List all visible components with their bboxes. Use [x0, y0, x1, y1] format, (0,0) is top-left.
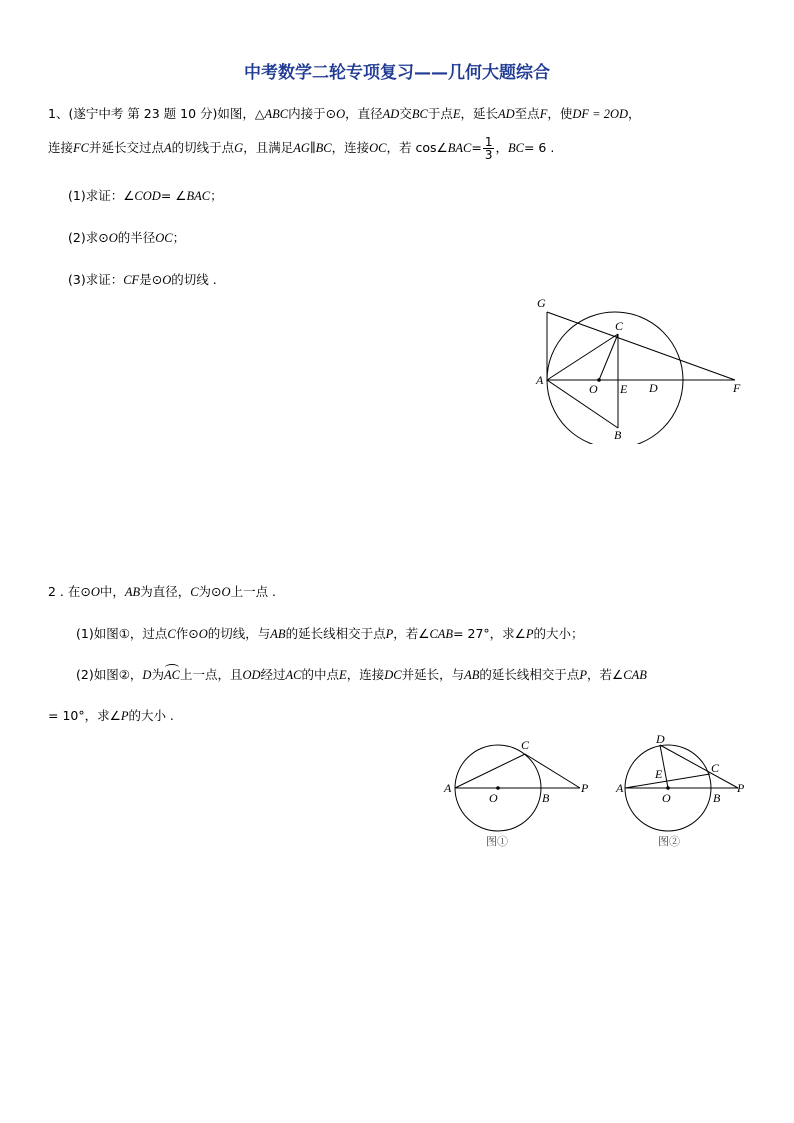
- line-ab: [547, 380, 618, 428]
- q1-text: 连接: [48, 140, 74, 155]
- center-dot: [496, 786, 500, 790]
- q2-math: P: [385, 627, 394, 641]
- q2-math: AC: [285, 668, 302, 682]
- q2-text: ，若∠: [393, 626, 430, 641]
- q1-text: (2)求⊙: [68, 230, 109, 245]
- q1-figure: [530, 292, 760, 444]
- q1-text: 的切线 .: [171, 272, 217, 287]
- q1-math: A: [164, 141, 172, 155]
- fraction: [483, 136, 495, 161]
- q1-text: 的半径: [117, 230, 156, 245]
- q1-math: ABC: [264, 107, 289, 121]
- q2-text: 的大小；: [533, 626, 584, 641]
- q1-text: 于点: [427, 106, 453, 121]
- q2-math: C: [190, 585, 199, 599]
- arc-ac: AC: [164, 664, 180, 683]
- q2-math: AB: [124, 585, 141, 599]
- q1-text: 内接于⊙: [288, 106, 337, 121]
- q1-text: ，连接: [331, 140, 370, 155]
- label-b: B: [542, 791, 550, 805]
- q1-math: G: [234, 141, 244, 155]
- label-a: A: [444, 781, 452, 795]
- q2-math: O: [221, 585, 231, 599]
- q2-text: 的延长线相交于点: [285, 626, 386, 641]
- label-b: B: [614, 428, 622, 442]
- triangle-symbol: △: [254, 106, 265, 121]
- q2-text: (1)如图①，过点: [76, 626, 168, 641]
- q1-text: ，延长: [460, 106, 498, 121]
- q2-math: P: [525, 627, 534, 641]
- q1-math: O: [108, 231, 118, 245]
- q1-math: OC: [369, 141, 387, 155]
- figure-caption: 图②: [658, 836, 680, 848]
- q1-math: COD: [134, 189, 161, 203]
- q1-text: 是⊙: [139, 272, 163, 287]
- q1-text: ，直径: [345, 106, 383, 121]
- q1-text: 1、(遂宁中考 第 23 题 10 分)如图，: [48, 106, 255, 121]
- q2-text: 上一点 .: [230, 584, 277, 599]
- q2-text: 为直径，: [140, 584, 191, 599]
- q2-text: 的延长线相交于点: [479, 667, 580, 682]
- label-c: C: [521, 738, 530, 752]
- center-dot: [597, 378, 601, 382]
- q2-text: ，连接: [346, 667, 385, 682]
- page-title: 中考数学二轮专项复习——几何大题综合: [244, 63, 550, 83]
- q2-text: 经过: [260, 667, 286, 682]
- q2-text: = 27°，求∠: [453, 626, 526, 641]
- q2-math: P: [120, 709, 129, 723]
- q2-math: DC: [384, 668, 402, 682]
- q1-math: AD: [498, 107, 515, 121]
- q1-math: O: [336, 107, 346, 121]
- line-gf: [547, 312, 735, 380]
- line-oc: [599, 334, 618, 380]
- fraction-denominator: 3: [484, 148, 493, 162]
- q1-text: 并延长交过点: [89, 140, 165, 155]
- q1-math: E: [452, 107, 461, 121]
- q2-math: O: [90, 585, 100, 599]
- label-c: C: [711, 761, 720, 775]
- label-o: O: [662, 791, 671, 805]
- label-c: C: [615, 319, 624, 333]
- label-a: A: [616, 781, 624, 795]
- q1-text: 交: [399, 106, 412, 121]
- q1-text: (1)求证：∠: [68, 188, 135, 203]
- q1-text: ，且满足: [243, 140, 294, 155]
- q2-math: P: [579, 668, 588, 682]
- q1-math: AD: [382, 107, 400, 121]
- q2-text: 的大小 .: [128, 708, 174, 723]
- q1-math: O: [162, 273, 172, 287]
- q2-text: 作⊙: [175, 626, 199, 641]
- q1-part-1: [68, 186, 223, 204]
- q1-part-3: [68, 270, 217, 288]
- q1-text: = 6 .: [523, 140, 555, 155]
- q1-text: ，: [628, 106, 641, 121]
- q1-math: BAC: [447, 141, 472, 155]
- q2-text: 上一点，且: [179, 667, 243, 682]
- q1-math: DF = 2OD: [572, 107, 628, 121]
- q1-math: BC: [411, 107, 428, 121]
- center-dot: [666, 786, 670, 790]
- line-dp: [660, 745, 738, 788]
- q1-text: (3)求证：: [68, 272, 124, 287]
- q2-math: CAB: [429, 627, 454, 641]
- q1-text: =: [471, 140, 482, 155]
- q1-text: ，: [495, 140, 508, 155]
- q1-text: 的切线于点: [171, 140, 235, 155]
- q2-math: E: [339, 668, 347, 682]
- label-d: D: [649, 381, 658, 395]
- q1-text: ，若 cos∠: [386, 140, 448, 155]
- q1-math: F: [539, 107, 548, 121]
- q2-text: ，若∠: [587, 667, 624, 682]
- q2-text: = 10°，求∠: [48, 708, 121, 723]
- q1-math: BC: [508, 141, 524, 155]
- q1-math: OC: [155, 231, 173, 245]
- q1-text: ，使: [547, 106, 573, 121]
- q2-math: AB: [464, 668, 480, 682]
- fraction-numerator: 1: [484, 135, 493, 149]
- label-a: A: [536, 373, 544, 387]
- q1-line-1: [48, 104, 641, 122]
- q2-line-1: [48, 582, 276, 600]
- q2-text: 并延长，与: [401, 667, 465, 682]
- q1-text: ；: [172, 230, 186, 245]
- q2-text: 为⊙: [198, 584, 222, 599]
- q1-part-2: [68, 228, 185, 246]
- figure-caption: 图①: [486, 836, 508, 848]
- q1-math: CF: [123, 273, 140, 287]
- label-f: F: [733, 381, 741, 395]
- q2-text: (2)如图②，: [76, 667, 143, 682]
- q2-text: 的中点: [301, 667, 340, 682]
- q2-part-2: [76, 664, 647, 683]
- q2-math: OD: [242, 668, 261, 682]
- q1-text: = ∠: [160, 188, 187, 203]
- line-ac: [547, 334, 618, 380]
- q2-text: 为: [151, 667, 164, 682]
- label-e: E: [620, 382, 628, 396]
- q2-math: O: [198, 627, 208, 641]
- label-p: P: [737, 781, 745, 795]
- label-d: D: [656, 732, 665, 746]
- q2-math: C: [167, 627, 176, 641]
- q2-text: 2 . 在⊙: [48, 584, 91, 599]
- q2-math: CAB: [623, 668, 647, 682]
- line-cp: [525, 754, 580, 788]
- label-o: O: [489, 791, 498, 805]
- label-o: O: [589, 382, 598, 396]
- q2-part-2-cont: [48, 706, 174, 724]
- q2-math: AB: [270, 627, 286, 641]
- q1-math: AG∥BC: [293, 141, 332, 155]
- q1-text: 至点: [514, 106, 540, 121]
- q1-math: BAC: [186, 189, 211, 203]
- q2-text: 中，: [99, 584, 125, 599]
- q2-text: 的切线，与: [207, 626, 271, 641]
- q1-math: FC: [73, 141, 89, 155]
- label-e: E: [655, 767, 663, 781]
- label-p: P: [581, 781, 589, 795]
- q2-part-1: [76, 624, 584, 642]
- label-g: G: [537, 296, 546, 310]
- q2-figure-2: [612, 730, 762, 854]
- label-b: B: [713, 791, 721, 805]
- q1-text: ；: [210, 188, 223, 203]
- q1-line-2: [48, 136, 554, 161]
- q2-math: D: [142, 668, 152, 682]
- q2-figure-1: [438, 730, 598, 854]
